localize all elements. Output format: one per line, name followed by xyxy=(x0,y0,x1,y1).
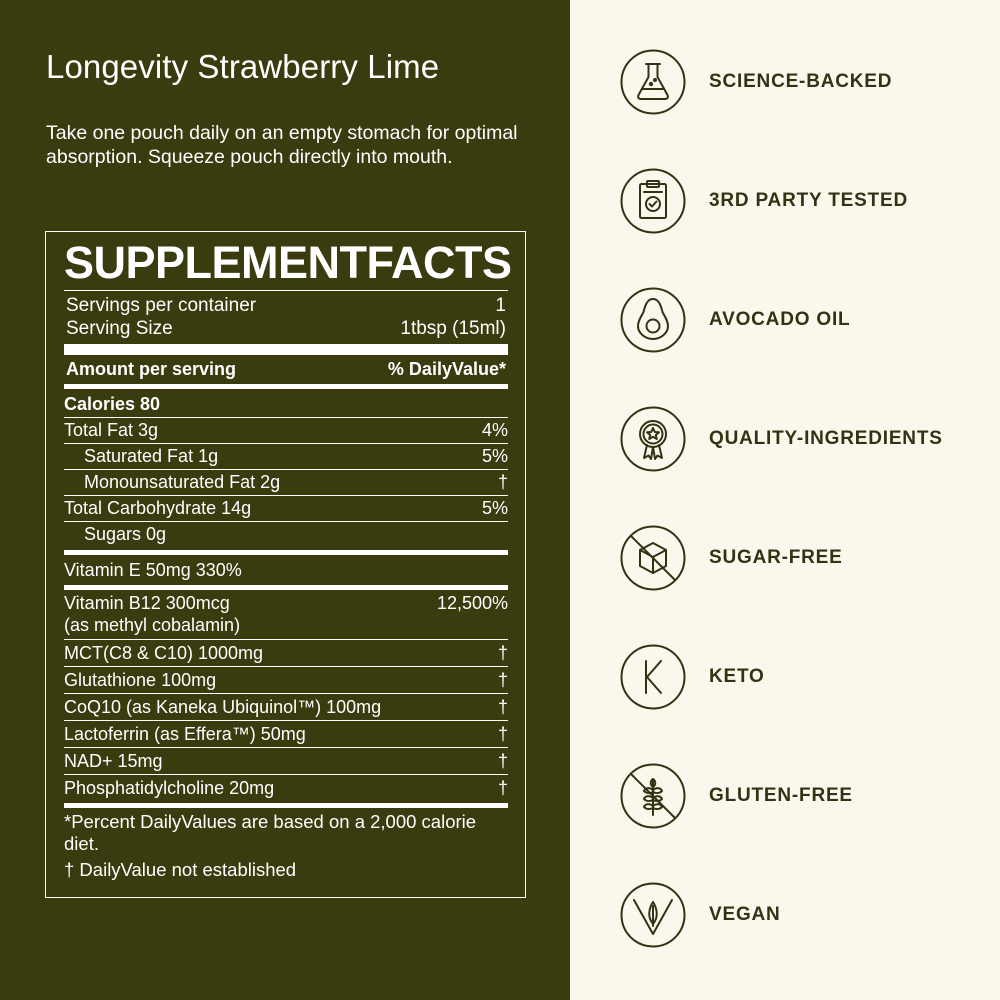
ingredient-name: NAD+ 15mg xyxy=(64,751,163,771)
features-panel xyxy=(570,0,1000,1000)
feature-science-backed xyxy=(620,49,892,115)
divider-thick xyxy=(64,344,508,355)
serving-size-label: Serving Size xyxy=(66,318,173,339)
vitamin-e-row xyxy=(64,557,508,583)
clipboard-check-icon xyxy=(620,168,686,234)
award-ribbon-icon xyxy=(620,406,686,472)
amount-label: Amount per serving xyxy=(66,359,237,379)
nutrient-name: Monounsaturated Fat 2g xyxy=(84,472,281,492)
divider-medium xyxy=(64,384,508,389)
ingredient-row xyxy=(64,640,508,667)
vitamin-b12-line1: Vitamin B12 300mcg xyxy=(64,593,230,613)
nutrient-value: † xyxy=(497,472,508,492)
calories-row xyxy=(64,392,508,417)
feature-label: SUGAR-FREE xyxy=(709,547,843,568)
nutrient-row xyxy=(64,417,508,444)
servings-value: 1 xyxy=(495,295,506,316)
keto-k-icon xyxy=(620,644,686,710)
ingredient-row xyxy=(64,775,508,801)
serving-info xyxy=(64,291,508,344)
feature-label: AVOCADO OIL xyxy=(709,309,851,330)
feature-label: QUALITY-INGREDIENTS xyxy=(709,428,943,449)
daily-value-label: % DailyValue* xyxy=(387,359,506,379)
nutrient-row xyxy=(64,444,508,470)
amount-per-serving-row xyxy=(64,355,508,384)
feature-sugar-free xyxy=(620,525,843,591)
nutrient-value: 5% xyxy=(481,446,508,466)
nutrient-row xyxy=(64,496,508,522)
servings-label: Servings per container xyxy=(66,295,257,316)
ingredient-name: Glutathione 100mg xyxy=(64,670,217,690)
ingredient-value: † xyxy=(497,670,508,690)
ingredient-value: † xyxy=(497,778,508,798)
vitamin-b12-line2: (as methyl cobalamin) xyxy=(64,615,241,635)
nutrient-row xyxy=(64,522,508,547)
servings-row xyxy=(66,294,506,317)
nutrient-value: 4% xyxy=(481,420,508,440)
no-wheat-icon xyxy=(620,763,686,829)
nutrient-name: Sugars 0g xyxy=(84,524,167,544)
product-title: Longevity Strawberry Lime xyxy=(46,48,440,85)
ingredient-row xyxy=(64,721,508,748)
nutrient-value: 5% xyxy=(481,498,508,518)
ingredient-value: † xyxy=(497,643,508,663)
ingredient-row xyxy=(64,667,508,694)
vitamin-b12-value: 12,500% xyxy=(436,593,508,613)
feature-vegan xyxy=(620,882,781,948)
ingredient-value: † xyxy=(497,697,508,717)
divider-medium xyxy=(64,585,508,590)
vitamin-b12-name xyxy=(64,592,240,636)
no-sugar-cube-icon xyxy=(620,525,686,591)
ingredient-value: † xyxy=(497,751,508,771)
footnote-daily-values: *Percent DailyValues are based on a 2,000 calorie diet. xyxy=(64,811,477,854)
nutrient-name: Saturated Fat 1g xyxy=(84,446,219,466)
feature-avocado-oil xyxy=(620,287,850,353)
feature-quality-ingredients xyxy=(620,406,943,472)
ingredient-name: MCT(C8 & C10) 1000mg xyxy=(64,643,264,663)
vitamin-b12-row xyxy=(64,592,508,640)
ingredient-row xyxy=(64,748,508,775)
ingredient-name: Lactoferrin (as Effera™) 50mg xyxy=(64,724,306,744)
feature-label: VEGAN xyxy=(709,904,781,925)
avocado-icon xyxy=(620,287,686,353)
vegan-leaf-icon xyxy=(620,882,686,948)
feature-label: KETO xyxy=(709,666,765,687)
footnote-not-established: † DailyValue not established xyxy=(64,859,297,880)
serving-size-row xyxy=(66,317,506,340)
feature-third-party-tested xyxy=(620,168,908,234)
feature-label: SCIENCE-BACKED xyxy=(709,71,893,92)
ingredient-name: Phosphatidylcholine 20mg xyxy=(64,778,275,798)
feature-gluten-free xyxy=(620,763,853,829)
feature-keto xyxy=(620,644,765,710)
supplement-facts-panel xyxy=(45,231,526,898)
ingredient-row xyxy=(64,694,508,721)
vitamin-e-text: Vitamin E 50mg 330% xyxy=(64,560,242,580)
directions-text: Take one pouch daily on an empty stomach for optimal absorption. Squeeze pouch directly into mouth. xyxy=(46,122,518,168)
divider-medium xyxy=(64,550,508,555)
footnotes xyxy=(64,808,508,881)
nutrient-name: Total Fat 3g xyxy=(64,420,159,440)
nutrient-row xyxy=(64,470,508,496)
calories-text: Calories 80 xyxy=(64,394,161,414)
ingredient-name: CoQ10 (as Kaneka Ubiquinol™) 100mg xyxy=(64,697,382,717)
flask-icon xyxy=(620,49,686,115)
feature-label: 3RD PARTY TESTED xyxy=(709,190,908,211)
feature-label: GLUTEN-FREE xyxy=(709,785,853,806)
serving-size-value: 1tbsp (15ml) xyxy=(400,318,506,339)
facts-heading: SUPPLEMENTFACTS xyxy=(64,237,512,288)
nutrient-name: Total Carbohydrate 14g xyxy=(64,498,252,518)
ingredient-value: † xyxy=(497,724,508,744)
